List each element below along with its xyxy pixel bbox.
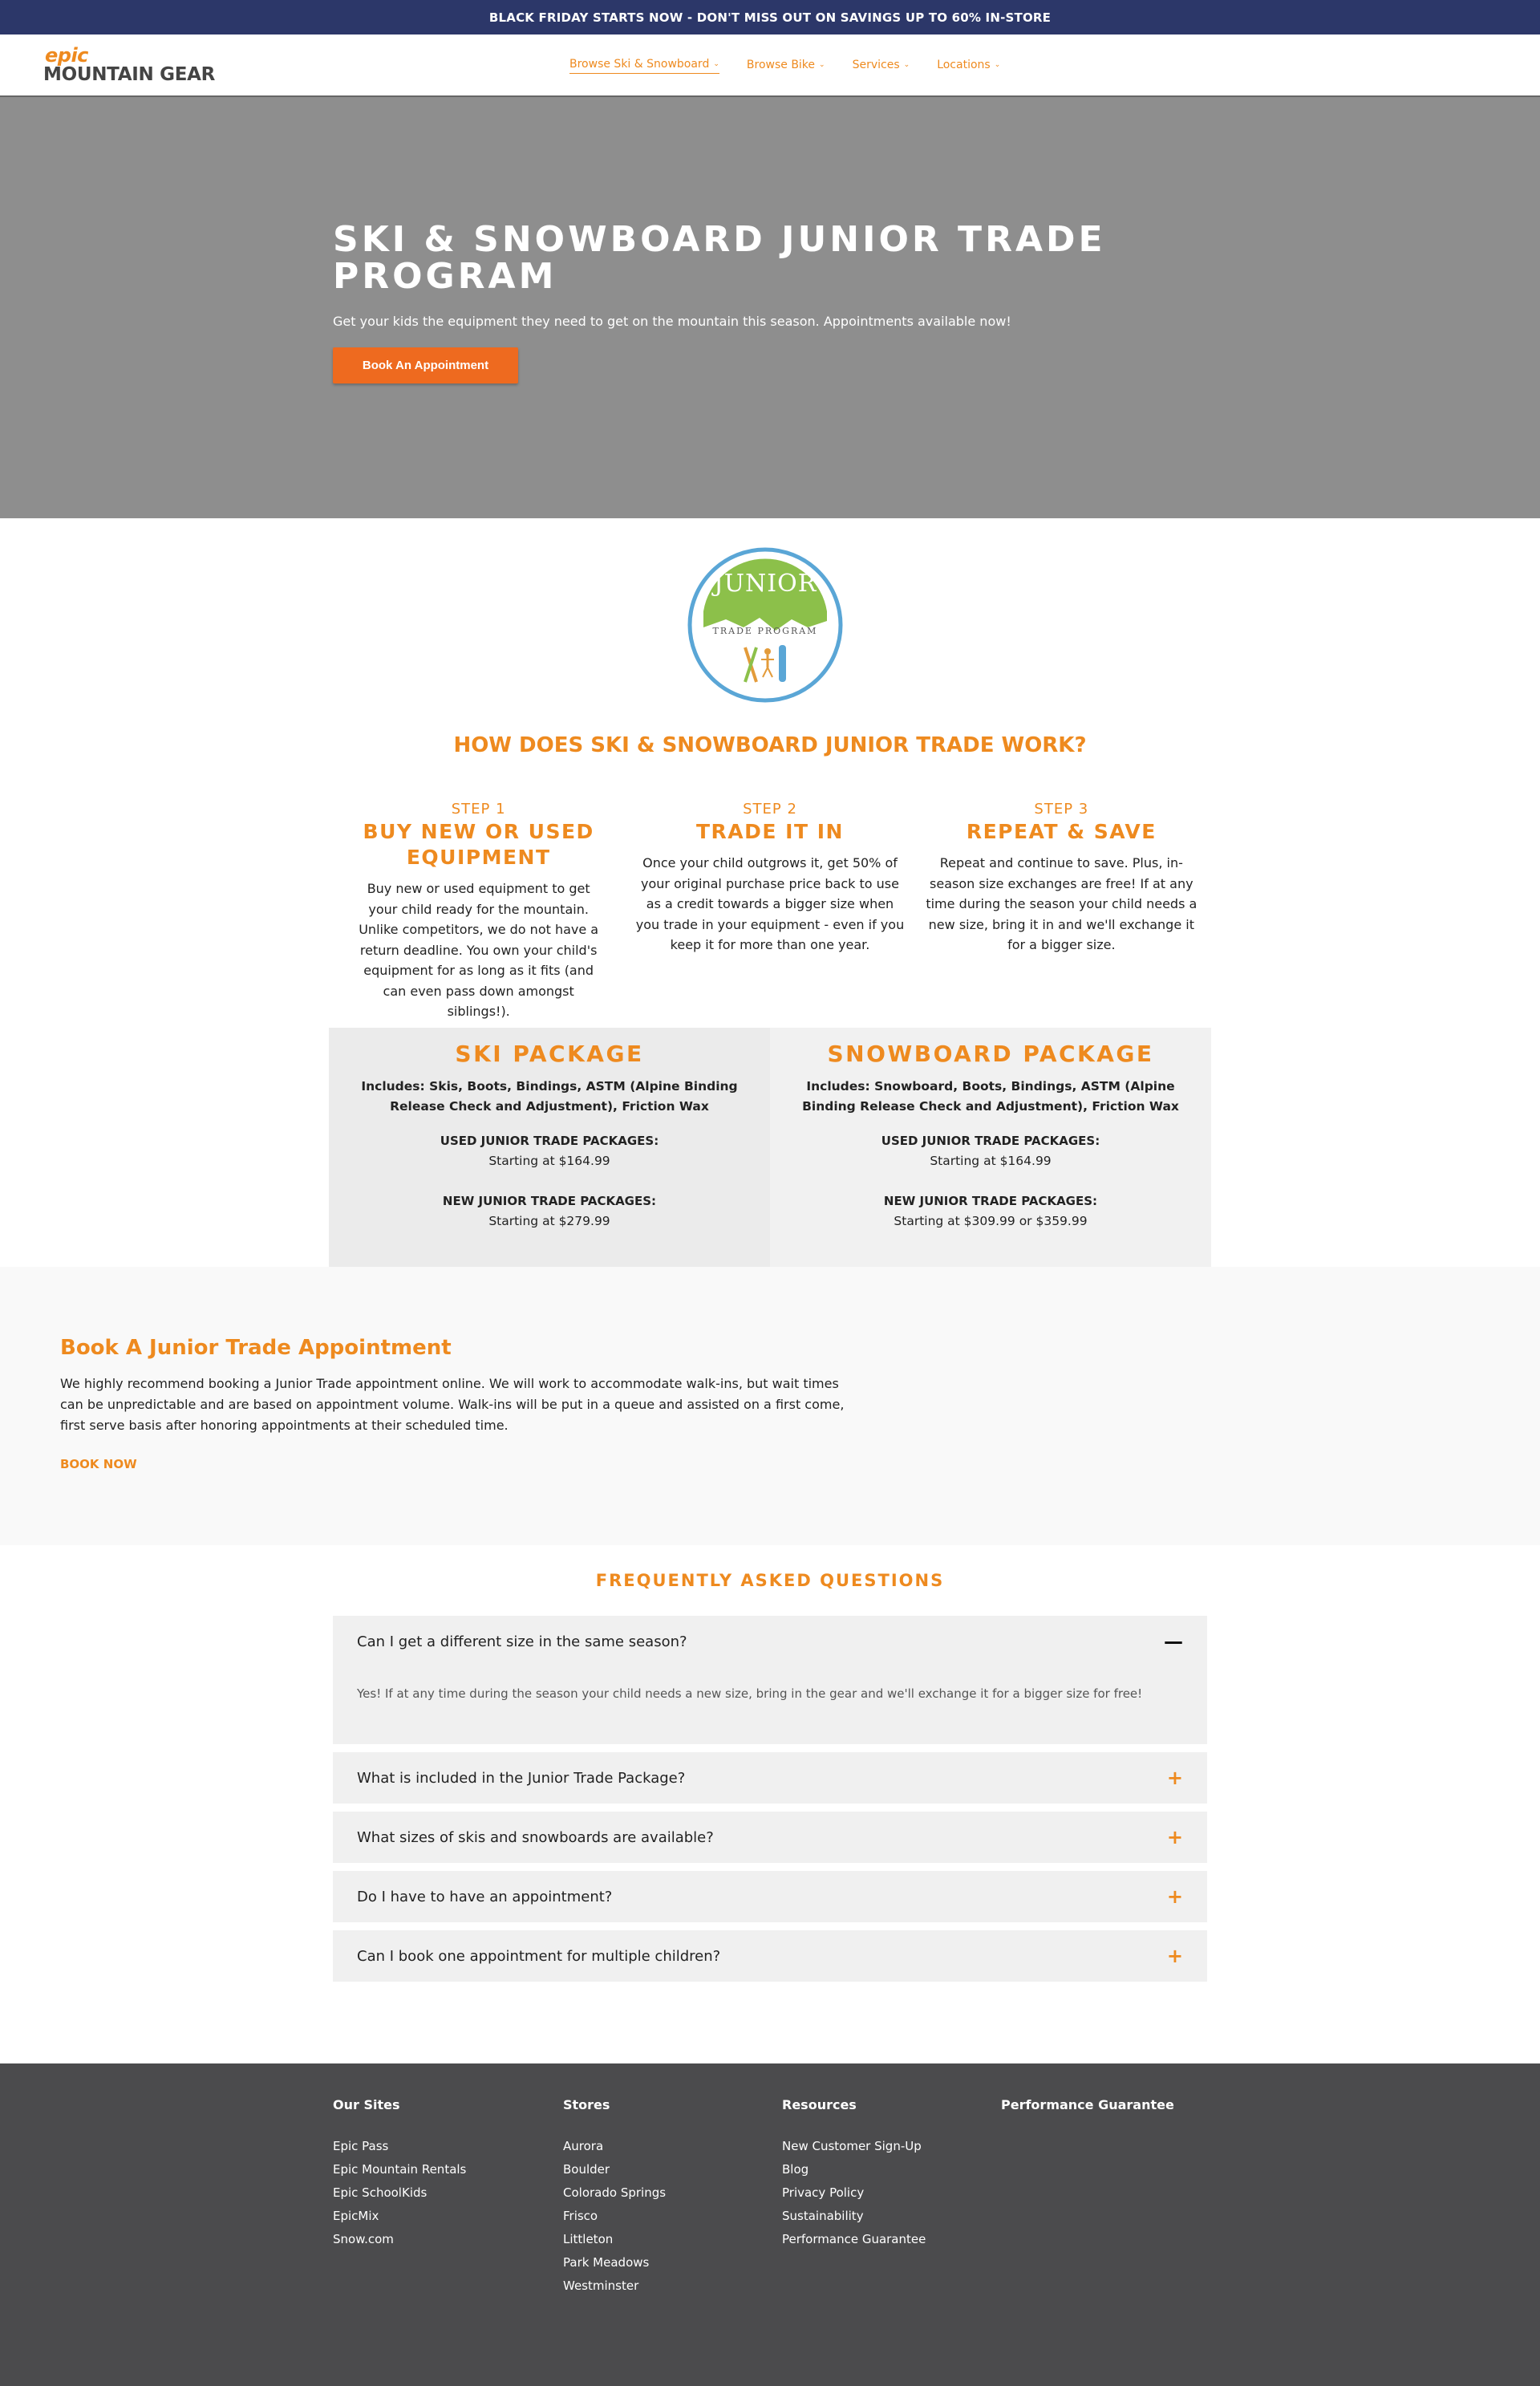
faq-question[interactable] bbox=[333, 1812, 1207, 1863]
faq-question-text: Can I book one appointment for multiple children? bbox=[357, 1947, 721, 1965]
new-packages-price: Starting at $309.99 or $359.99 bbox=[894, 1214, 1088, 1228]
new-packages-label: NEW JUNIOR TRADE PACKAGES: bbox=[883, 1194, 1098, 1208]
faq-item bbox=[333, 1871, 1207, 1922]
faq-item-open bbox=[333, 1616, 1207, 1744]
package-title: SNOWBOARD PACKAGE bbox=[827, 1041, 1154, 1067]
promo-text: BLACK FRIDAY STARTS NOW - DON'T MISS OUT ON SAVINGS UP TO 60% IN-STORE bbox=[488, 10, 1052, 25]
faq-title: FREQUENTLY ASKED QUESTIONS bbox=[595, 1571, 945, 1590]
footer-col-resources bbox=[782, 2097, 1001, 2298]
faq-question[interactable] bbox=[333, 1930, 1207, 1982]
step-title: TRADE IT IN bbox=[696, 820, 844, 843]
main-nav bbox=[569, 34, 1000, 97]
nav-locations[interactable] bbox=[937, 59, 1000, 74]
junior-trade-badge bbox=[687, 547, 843, 703]
package-includes: Includes: Snowboard, Boots, Bindings, ASTM (Alpine Binding Release Check and Adjustment), Friction Wax bbox=[802, 1079, 1179, 1114]
footer-link[interactable]: Epic Pass bbox=[333, 2139, 389, 2153]
footer-col-stores bbox=[563, 2097, 782, 2298]
ski-package bbox=[329, 1028, 770, 1267]
hero-banner bbox=[0, 97, 1540, 518]
badge-word: JUNIOR bbox=[713, 570, 817, 598]
footer-col-guarantee bbox=[1001, 2097, 1220, 2298]
step-label: STEP 3 bbox=[1034, 801, 1089, 818]
footer-link[interactable]: Sustainability bbox=[782, 2209, 864, 2223]
footer-link[interactable]: Frisco bbox=[563, 2209, 598, 2223]
footer-link[interactable]: Park Meadows bbox=[563, 2255, 650, 2270]
footer-link[interactable]: New Customer Sign-Up bbox=[782, 2139, 922, 2153]
footer-col-our-sites bbox=[333, 2097, 563, 2298]
step-3 bbox=[916, 801, 1207, 1022]
footer-link[interactable]: Littleton bbox=[563, 2232, 614, 2246]
footer-link[interactable]: Aurora bbox=[563, 2139, 604, 2153]
faq-question-text: Do I have to have an appointment? bbox=[357, 1888, 613, 1905]
footer-link[interactable]: Epic SchoolKids bbox=[333, 2185, 428, 2200]
footer-link[interactable]: Epic Mountain Rentals bbox=[333, 2162, 467, 2177]
chevron-down-icon: ⌄ bbox=[713, 60, 719, 68]
faq-question[interactable] bbox=[333, 1616, 1207, 1667]
faq-question-text: What is included in the Junior Trade Package? bbox=[357, 1769, 686, 1787]
used-packages-price: Starting at $164.99 bbox=[930, 1154, 1052, 1168]
package-title: SKI PACKAGE bbox=[455, 1041, 644, 1067]
nav-services[interactable] bbox=[853, 59, 910, 74]
footer-heading: Stores bbox=[563, 2097, 610, 2112]
site-footer bbox=[0, 2063, 1540, 2386]
nav-label: Services bbox=[852, 58, 900, 71]
nav-label: Browse Bike bbox=[746, 58, 816, 71]
site-header bbox=[0, 34, 1540, 97]
faq-question[interactable] bbox=[333, 1752, 1207, 1804]
used-packages-label: USED JUNIOR TRADE PACKAGES: bbox=[881, 1134, 1100, 1148]
book-appointment-button[interactable]: Book An Appointment bbox=[333, 347, 518, 383]
footer-link[interactable]: Performance Guarantee bbox=[782, 2232, 926, 2246]
logo-brand: MOUNTAIN GEAR bbox=[43, 64, 216, 85]
nav-browse-bike[interactable] bbox=[747, 59, 825, 74]
used-packages-price: Starting at $164.99 bbox=[488, 1154, 610, 1168]
faq-answer: Yes! If at any time during the season your child needs a new size, bring in the gear and we'll exchange it for a bigger size for free! bbox=[357, 1686, 1143, 1701]
step-title: REPEAT & SAVE bbox=[966, 820, 1157, 843]
step-body: Buy new or used equipment to get your child ready for the mountain. Unlike competitors, we do not have a return deadline. You own your child's equipment for as long as it fits (and can even pass down amongst siblings!). bbox=[359, 881, 599, 1019]
step-body: Repeat and continue to save. Plus, in-season size exchanges are free! If at any time during the season your child needs a new size, bring it in and we'll exchange it for a bigger size. bbox=[926, 855, 1198, 952]
nav-label: Browse Ski & Snowboard bbox=[569, 58, 710, 71]
minus-icon[interactable]: — bbox=[1164, 1630, 1183, 1653]
footer-columns bbox=[333, 2097, 1220, 2298]
new-packages-price: Starting at $279.99 bbox=[488, 1214, 610, 1228]
nav-label: Locations bbox=[937, 58, 991, 71]
steps-row bbox=[333, 801, 1207, 1022]
book-title: Book A Junior Trade Appointment bbox=[60, 1336, 452, 1360]
faq-question-text: What sizes of skis and snowboards are available? bbox=[357, 1828, 714, 1846]
plus-icon[interactable]: + bbox=[1166, 1885, 1183, 1908]
plus-icon[interactable]: + bbox=[1166, 1945, 1183, 1967]
faq-item bbox=[333, 1752, 1207, 1804]
plus-icon[interactable]: + bbox=[1166, 1826, 1183, 1848]
plus-icon[interactable]: + bbox=[1166, 1767, 1183, 1789]
hero-subtitle: Get your kids the equipment they need to get on the mountain this season. Appointments available now! bbox=[333, 314, 1011, 329]
faq-list bbox=[333, 1616, 1207, 1990]
packages-panel bbox=[329, 1028, 1211, 1267]
footer-link[interactable]: Colorado Springs bbox=[563, 2185, 667, 2200]
logo[interactable] bbox=[43, 46, 220, 86]
chevron-down-icon: ⌄ bbox=[994, 60, 1001, 69]
step-label: STEP 2 bbox=[743, 801, 797, 818]
footer-heading: Our Sites bbox=[333, 2097, 400, 2112]
chevron-down-icon: ⌄ bbox=[903, 60, 910, 69]
footer-link[interactable]: EpicMix bbox=[333, 2209, 379, 2223]
book-appointment-section bbox=[0, 1267, 1540, 1545]
footer-heading: Resources bbox=[782, 2097, 857, 2112]
footer-link[interactable]: Privacy Policy bbox=[782, 2185, 865, 2200]
faq-item bbox=[333, 1930, 1207, 1982]
footer-link[interactable]: Boulder bbox=[563, 2162, 610, 2177]
book-body: We highly recommend booking a Junior Trade appointment online. We will work to accommodate walk-ins, but wait times can be unpredictable and are based on appointment volume. Walk-ins will be put in a queue and assisted on a first come, first serve basis after honoring appointments at their scheduled time. bbox=[60, 1376, 845, 1433]
step-2 bbox=[624, 801, 915, 1022]
chevron-down-icon: ⌄ bbox=[819, 60, 825, 69]
snowboard-package bbox=[770, 1028, 1211, 1267]
faq-question-text: Can I get a different size in the same season? bbox=[357, 1633, 687, 1650]
book-now-link[interactable]: BOOK NOW bbox=[60, 1457, 137, 1471]
new-packages-label: NEW JUNIOR TRADE PACKAGES: bbox=[442, 1194, 657, 1208]
step-label: STEP 1 bbox=[451, 801, 506, 818]
step-body: Once your child outgrows it, get 50% of your original purchase price back to use as a credit towards a bigger size when you trade in your equipment - even if you keep it for more than one year. bbox=[635, 855, 905, 952]
nav-browse-ski-snowboard[interactable] bbox=[569, 58, 719, 74]
used-packages-label: USED JUNIOR TRADE PACKAGES: bbox=[440, 1134, 659, 1148]
footer-heading: Performance Guarantee bbox=[1001, 2097, 1174, 2112]
promo-bar bbox=[0, 0, 1540, 34]
step-title: BUY NEW OR USED EQUIPMENT bbox=[363, 820, 594, 869]
hero-title: SKI & SNOWBOARD JUNIOR TRADE PROGRAM bbox=[333, 219, 1106, 297]
step-1 bbox=[333, 801, 624, 1022]
footer-link[interactable]: Blog bbox=[782, 2162, 809, 2177]
faq-question[interactable] bbox=[333, 1871, 1207, 1922]
package-includes: Includes: Skis, Boots, Bindings, ASTM (Alpine Binding Release Check and Adjustment), Friction Wax bbox=[361, 1079, 738, 1114]
footer-link[interactable]: Snow.com bbox=[333, 2232, 394, 2246]
footer-link[interactable]: Westminster bbox=[563, 2278, 639, 2293]
faq-item bbox=[333, 1812, 1207, 1863]
badge-caption: TRADE PROGRAM bbox=[712, 626, 818, 636]
logo-epic: epic bbox=[45, 44, 88, 67]
how-it-works-title: HOW DOES SKI & SNOWBOARD JUNIOR TRADE WORK? bbox=[453, 733, 1087, 757]
